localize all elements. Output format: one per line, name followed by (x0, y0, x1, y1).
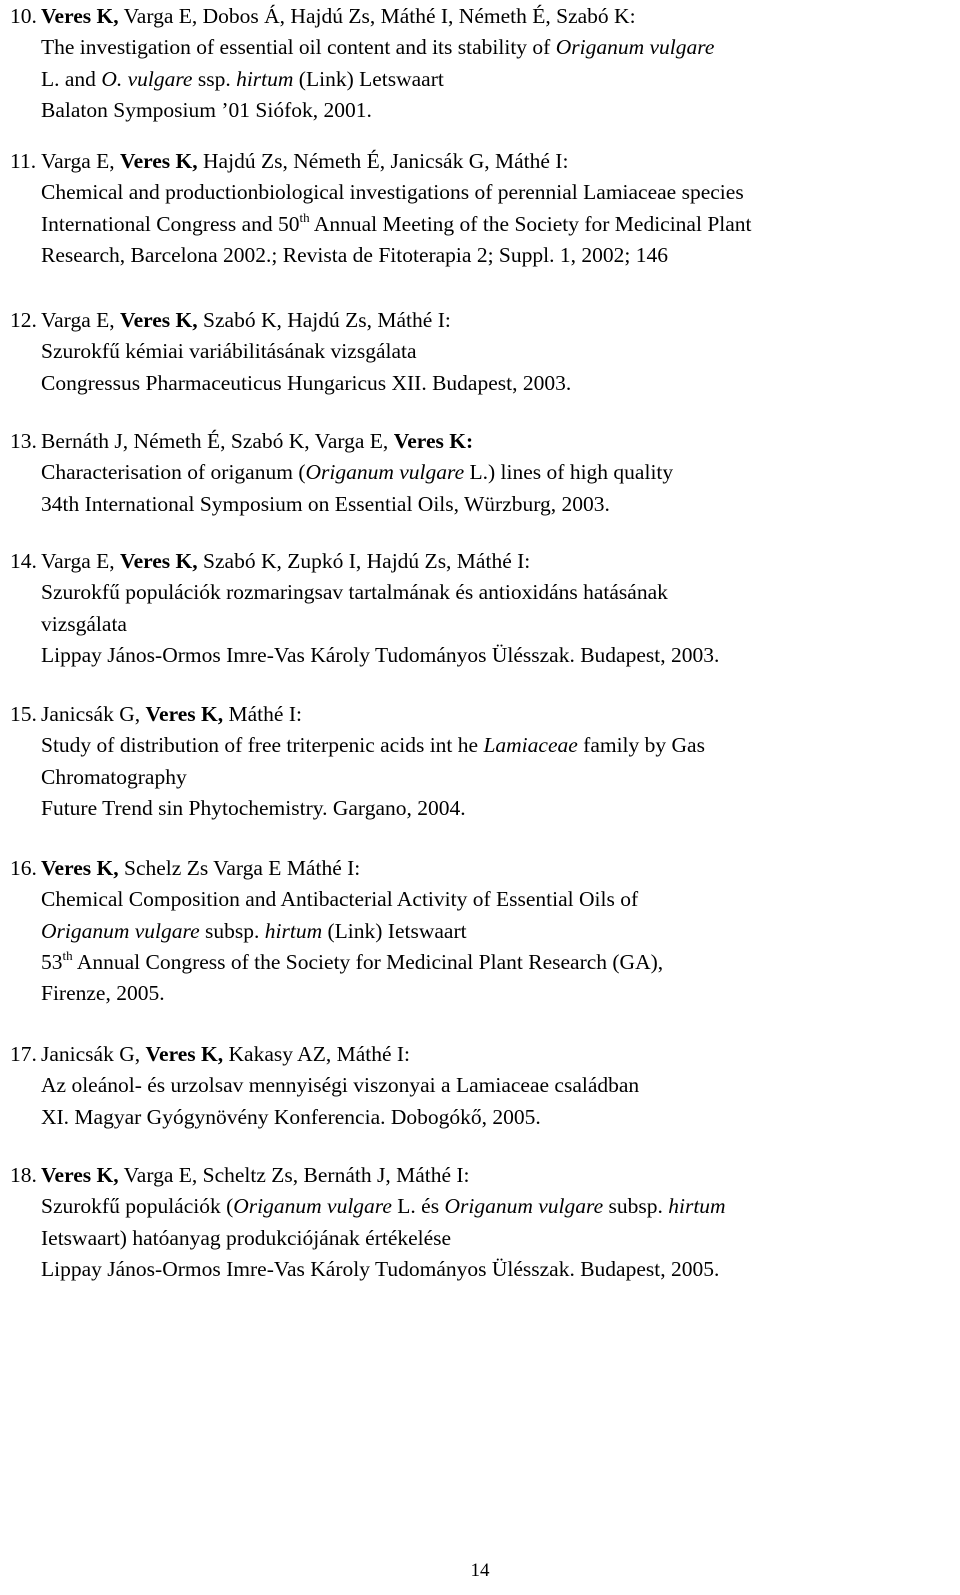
text-segment: vizsgálata (41, 611, 127, 636)
text-segment: Characterisation of origanum ( (41, 460, 306, 485)
text-segment: Annual Congress of the Society for Medicinal Plant Research (GA), (72, 949, 664, 974)
italic-text: O. vulgare (101, 66, 193, 91)
italic-text: Origanum vulgare (233, 1194, 392, 1219)
entry-number: 12. (10, 308, 37, 332)
text-segment: Congressus Pharmaceuticus Hungaricus XII. Budapest, 2003. (41, 370, 572, 395)
text-segment: Szurokfű kémiai variábilitásának vizsgálata (41, 339, 417, 364)
publication-entry (10, 1, 955, 126)
publication-entry (10, 1039, 955, 1133)
text-segment: Schelz Zs Varga E Máthé I: (118, 856, 361, 880)
entry-line (10, 793, 955, 824)
author-highlight: Veres K, (120, 549, 198, 573)
text-segment: Annual Meeting of the Society for Medicinal Plant (309, 211, 752, 236)
entry-line (10, 1191, 955, 1222)
text-segment: Janicsák G, (41, 1042, 146, 1066)
text-segment: Varga E, (41, 549, 121, 573)
text-segment: Chemical Composition and Antibacterial Activity of Essential Oils of (41, 887, 639, 912)
text-segment: Varga E, (41, 308, 121, 332)
text-segment: Study of distribution of free triterpenic acids int he (41, 733, 484, 758)
author-highlight: Veres K, (120, 308, 198, 332)
author-highlight: Veres K, (41, 856, 119, 880)
entry-line (10, 916, 955, 947)
text-segment: Varga E, Dobos Á, Hajdú Zs, Máthé I, Németh É, Szabó K: (118, 4, 636, 28)
entry-line (10, 947, 955, 978)
entry-line (10, 146, 955, 177)
text-segment: Hajdú Zs, Németh É, Janicsák G, Máthé I: (197, 149, 569, 173)
text-segment: Szurokfű populációk rozmaringsav tartalmának és antioxidáns hatásának (41, 580, 668, 605)
entry-line (10, 1, 955, 32)
entry-line (10, 1223, 955, 1254)
publication-entry (10, 1160, 955, 1285)
publication-entry (10, 426, 955, 520)
publication-entry (10, 699, 955, 824)
entry-number: 16. (10, 856, 37, 880)
text-segment: Lippay János-Ormos Imre-Vas Károly Tudományos Ülésszak. Budapest, 2003. (41, 642, 720, 667)
entry-line (10, 32, 955, 63)
entry-line (10, 609, 955, 640)
text-segment: subsp. (603, 1194, 669, 1219)
italic-text: Lamiaceae (483, 733, 578, 758)
italic-text: hirtum (264, 918, 323, 943)
entry-line (10, 368, 955, 399)
entry-line (10, 853, 955, 884)
text-segment: Varga E, (41, 149, 121, 173)
text-segment: Varga E, Scheltz Zs, Bernáth J, Máthé I: (118, 1163, 470, 1187)
text-segment: Szabó K, Hajdú Zs, Máthé I: (197, 308, 451, 332)
publication-entry (10, 853, 955, 1009)
italic-text: Origanum vulgare (41, 918, 200, 943)
entry-line (10, 884, 955, 915)
text-segment: Bernáth J, Németh É, Szabó K, Varga E, (41, 429, 394, 453)
entry-line (10, 1160, 955, 1191)
entry-line (10, 177, 955, 208)
italic-text: Origanum vulgare (305, 460, 465, 485)
entry-line (10, 457, 955, 488)
publication-entry (10, 305, 955, 399)
text-segment: The investigation of essential oil content and its stability of (41, 35, 556, 60)
entry-line (10, 240, 955, 271)
entry-line (10, 209, 955, 240)
entry-number: 13. (10, 429, 37, 453)
entry-line (10, 640, 955, 671)
entry-number: 17. (10, 1042, 37, 1066)
entry-line (10, 978, 955, 1009)
text-segment: family by Gas (577, 733, 705, 758)
text-segment: Chemical and productionbiological investigations of perennial Lamiaceae species (41, 180, 744, 205)
author-highlight: Veres K, (41, 4, 119, 28)
entry-number: 18. (10, 1163, 37, 1187)
text-segment: L. and (41, 66, 102, 91)
text-segment: 34th International Symposium on Essential Oils, Würzburg, 2003. (41, 491, 610, 516)
entry-line (10, 1102, 955, 1133)
entry-line (10, 577, 955, 608)
entry-line (10, 1254, 955, 1285)
text-segment: Future Trend sin Phytochemistry. Gargano, 2004. (41, 795, 466, 820)
text-segment: Janicsák G, (41, 702, 146, 726)
author-highlight: Veres K, (145, 1042, 224, 1066)
entry-number: 10. (10, 4, 37, 28)
text-segment: (Link) Ietswaart (322, 918, 467, 943)
entry-line (10, 305, 955, 336)
text-segment: Firenze, 2005. (41, 981, 165, 1006)
text-segment: Szurokfű populációk ( (41, 1194, 234, 1219)
text-segment: subsp. (199, 918, 265, 943)
italic-text: hirtum (668, 1194, 726, 1219)
entry-number: 15. (10, 702, 37, 726)
publication-entry (10, 146, 955, 271)
text-segment: Szabó K, Zupkó I, Hajdú Zs, Máthé I: (197, 549, 531, 573)
text-segment: (Link) Letswaart (293, 66, 444, 91)
entry-line (10, 1039, 955, 1070)
entry-line (10, 426, 955, 457)
entry-number: 11. (10, 149, 37, 173)
text-segment: L.) lines of high quality (464, 460, 674, 485)
entry-line (10, 546, 955, 577)
superscript: th (62, 947, 73, 963)
text-segment: Az oleánol- és urzolsav mennyiségi viszonyai a Lamiaceae családban (41, 1073, 640, 1098)
author-highlight: Veres K, (145, 702, 224, 726)
page-number: 14 (470, 1560, 490, 1581)
text-segment: L. és (391, 1194, 445, 1219)
entry-line (10, 64, 955, 95)
text-segment: ssp. (192, 66, 237, 91)
text-segment: Lippay János-Ormos Imre-Vas Károly Tudományos Ülésszak. Budapest, 2005. (41, 1256, 720, 1281)
italic-text: Origanum vulgare (444, 1194, 604, 1219)
entry-line (10, 489, 955, 520)
text-segment: Ietswaart) hatóanyag produkciójának értékelése (41, 1225, 452, 1250)
author-highlight: Veres K, (41, 1163, 119, 1187)
entry-number: 14. (10, 549, 37, 573)
author-highlight: Veres K, (120, 149, 198, 173)
italic-text: hirtum (236, 66, 294, 91)
entry-line (10, 762, 955, 793)
text-segment: Kakasy AZ, Máthé I: (223, 1042, 411, 1066)
text-segment: 53 (41, 949, 63, 974)
text-segment: Máthé I: (223, 702, 302, 726)
entry-line (10, 1070, 955, 1101)
text-segment: International Congress and 50 (41, 211, 300, 236)
superscript: th (299, 209, 310, 225)
italic-text: Origanum vulgare (555, 35, 715, 60)
entry-line (10, 699, 955, 730)
text-segment: Balaton Symposium ’01 Siófok, 2001. (41, 97, 372, 122)
text-segment: Chromatography (41, 764, 187, 789)
text-segment: Research, Barcelona 2002.; Revista de Fitoterapia 2; Suppl. 1, 2002; 146 (41, 242, 668, 267)
entry-line (10, 336, 955, 367)
publication-entry (10, 546, 955, 671)
text-segment: XI. Magyar Gyógynövény Konferencia. Dobogókő, 2005. (41, 1104, 541, 1129)
author-highlight: Veres K: (393, 429, 474, 453)
entry-line (10, 730, 955, 761)
entry-line (10, 95, 955, 126)
